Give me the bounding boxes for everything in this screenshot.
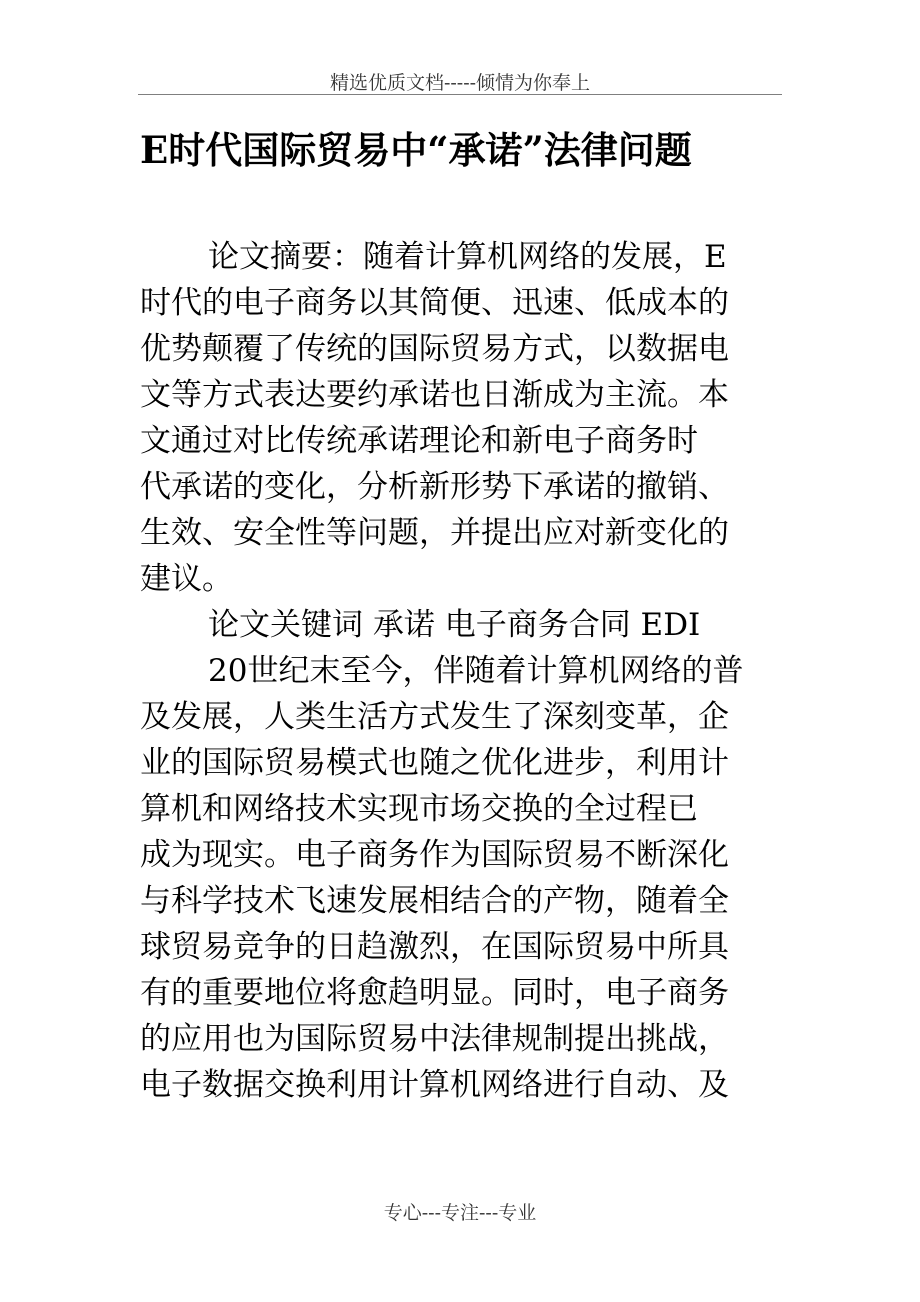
body-line: 文等方式表达要约承诺也日渐成为主流。本: [140, 377, 729, 413]
body-line: 时代的电子商务以其简便、迅速、低成本的: [140, 285, 729, 321]
body-line: 算机和网络技术实现市场交换的全过程已: [140, 791, 698, 827]
body-line: 论文关键词 承诺 电子商务合同 EDI: [208, 607, 701, 643]
body-line: 论文摘要：随着计算机网络的发展，E: [208, 239, 727, 275]
document-body: [140, 234, 840, 1108]
body-line: 的应用也为国际贸易中法律规制提出挑战，: [140, 1021, 729, 1057]
body-line: 电子数据交换利用计算机网络进行自动、及: [140, 1067, 729, 1103]
body-line: 生效、安全性等问题，并提出应对新变化的: [140, 515, 729, 551]
document-title: E时代国际贸易中“承诺”法律问题: [140, 128, 692, 172]
body-line: 与科学技术飞速发展相结合的产物，随着全: [140, 883, 729, 919]
header-divider: [138, 94, 782, 95]
body-line: 建议。: [140, 561, 233, 597]
body-line: 优势颠覆了传统的国际贸易方式，以数据电: [140, 331, 729, 367]
body-line: 文通过对比传统承诺理论和新电子商务时: [140, 423, 698, 459]
body-line: 有的重要地位将愈趋明显。同时，电子商务: [140, 975, 729, 1011]
page-header: 精选优质文档-----倾情为你奉上: [329, 72, 591, 94]
body-line: 20世纪末至今，伴随着计算机网络的普: [208, 653, 744, 689]
page-footer: 专心---专注---专业: [383, 1202, 537, 1224]
body-line: 业的国际贸易模式也随之优化进步，利用计: [140, 745, 729, 781]
body-line: 及发展，人类生活方式发生了深刻变革，企: [140, 699, 729, 735]
body-line: 成为现实。电子商务作为国际贸易不断深化: [140, 837, 729, 873]
body-line: 代承诺的变化，分析新形势下承诺的撤销、: [140, 469, 729, 505]
body-line: 球贸易竞争的日趋激烈，在国际贸易中所具: [140, 929, 729, 965]
